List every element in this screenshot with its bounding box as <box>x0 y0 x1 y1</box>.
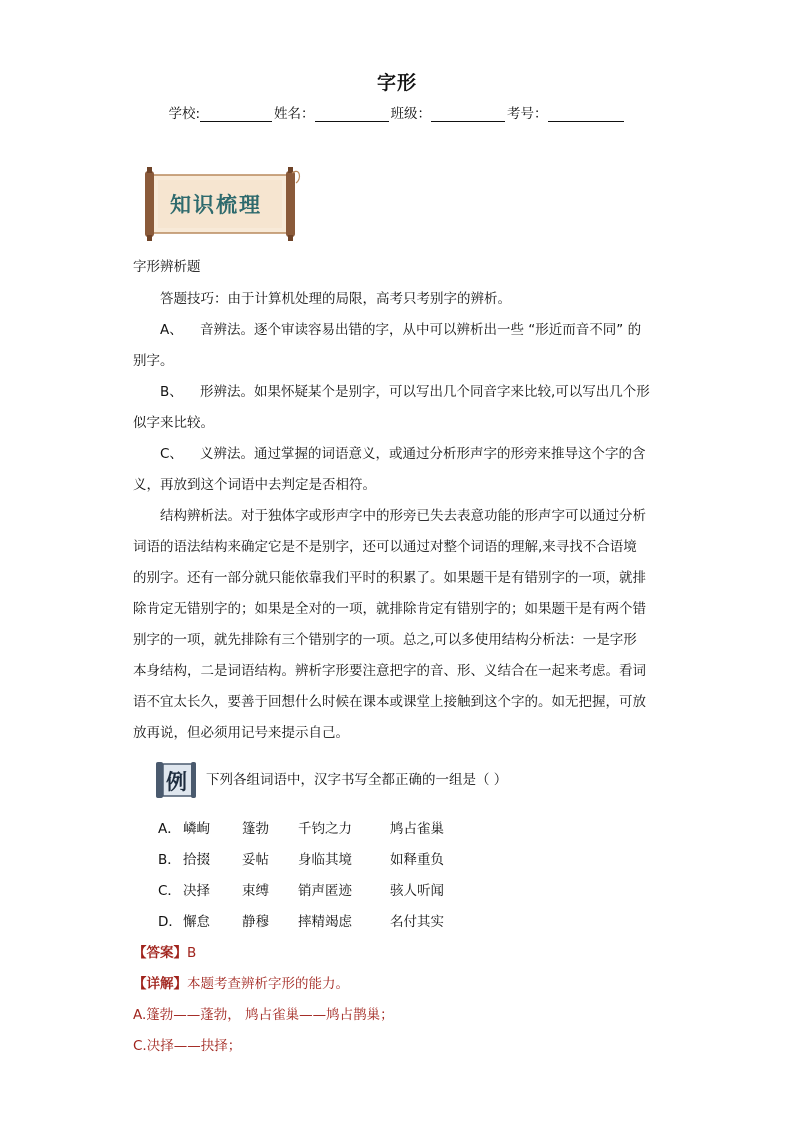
method-line: 形辨法。如果怀疑某个是别字，可以写出几个同音字来比较,可以写出几个形 <box>200 384 650 400</box>
method-line: 别字。 <box>133 353 174 369</box>
option-word: 嶙峋 <box>183 821 210 837</box>
paragraph-line: 放再说，但必须用记号来提示自己。 <box>133 725 349 741</box>
question-text: 下列各组词语中，汉字书写全都正确的一组是（ ） <box>206 772 508 788</box>
option-word: 身临其境 <box>298 852 352 868</box>
method-line: 义，再放到这个词语中去判定是否相符。 <box>133 477 376 493</box>
option-word: 千钧之力 <box>298 821 352 837</box>
option-word: 骇人听闻 <box>390 883 444 899</box>
school-label: 学校: <box>168 106 201 122</box>
option-word: 妥帖 <box>242 852 269 868</box>
method-letter: C、 <box>160 446 183 462</box>
detail-tag: 【详解】 <box>133 976 187 992</box>
option-word: 决择 <box>183 883 210 899</box>
method-letter: A、 <box>160 322 183 338</box>
paragraph-line: 本身结构，二是词语结构。辨析字形要注意把字的音、形、义结合在一起来考虑。看词 <box>133 663 646 679</box>
method-line: 义辨法。通过掌握的词语意义，或通过分析形声字的形旁来推导这个字的含 <box>200 446 646 462</box>
paragraph-line: 的别字。还有一部分就只能依靠我们平时的积累了。如果题干是有错别字的一项，就排 <box>133 570 646 586</box>
class-blank <box>431 107 505 122</box>
class-label: 班级： <box>390 106 432 122</box>
method-c <box>133 439 661 501</box>
option-word: 篷勃 <box>242 821 269 837</box>
method-a <box>133 315 661 377</box>
detail-line <box>133 972 349 992</box>
paragraph-line: 结构辨析法。对于独体字或形声字中的形旁已失去表意功能的形声字可以通过分析 <box>160 508 646 524</box>
answer-value: B <box>187 945 197 961</box>
option-word: 静穆 <box>242 914 269 930</box>
option-label: C． <box>158 883 181 899</box>
option-word: 拾掇 <box>183 852 210 868</box>
exam-no-blank <box>548 107 624 122</box>
paragraph-line: 词语的语法结构来确定它是不是别字，还可以通过对整个词语的理解,来寻找不合语境 <box>133 539 637 555</box>
name-label: 姓名： <box>274 106 315 122</box>
option-label: A． <box>158 821 181 837</box>
structure-paragraph <box>133 501 661 749</box>
option-label: B． <box>158 852 181 868</box>
option-label: D． <box>158 914 182 930</box>
tip-paragraph <box>133 284 661 315</box>
student-info-line <box>0 102 794 122</box>
option-word: 懈怠 <box>183 914 210 930</box>
option-word: 摔精竭虑 <box>298 914 352 930</box>
option-word: 鸠占雀巢 <box>390 821 444 837</box>
exam-no-label: 考号： <box>507 106 548 122</box>
correction-a: A.篷勃——蓬勃， 鸠占雀巢——鸠占鹊巢； <box>133 1007 394 1023</box>
section-label: 字形辨析题 <box>133 259 201 275</box>
answer-line <box>133 941 196 961</box>
paragraph-line: 语不宜太长久，要善于回想什么时候在课本或课堂上接触到这个字的。如无把握，可放 <box>133 694 646 710</box>
paragraph-line: 除肯定无错别字的；如果是全对的一项，就排除肯定有错别字的；如果题干是有两个错 <box>133 601 646 617</box>
method-line: 似字来比较。 <box>133 415 214 431</box>
paragraph-line: 别字的一项，就先排除有三个错别字的一项。总之,可以多使用结构分析法：一是字形 <box>133 632 637 648</box>
method-line: 音辨法。逐个审读容易出错的字，从中可以辨析出一些 “形近而音不同” 的 <box>200 322 642 338</box>
option-word: 如释重负 <box>390 852 444 868</box>
banner-title: 知识梳理 <box>170 192 262 217</box>
doc-title: 字形 <box>376 72 417 94</box>
example-icon-char: 例 <box>166 769 187 794</box>
option-word: 名付其实 <box>390 914 444 930</box>
answer-tag: 【答案】 <box>133 945 187 961</box>
detail-text: 本题考查辨析字形的能力。 <box>187 976 349 992</box>
method-b <box>133 377 661 439</box>
option-word: 销声匿迹 <box>298 883 352 899</box>
correction-c: C.决择——抉择； <box>133 1038 242 1054</box>
name-blank <box>315 107 389 122</box>
school-blank <box>200 107 272 122</box>
tip-text: 答题技巧：由于计算机处理的局限，高考只考别字的辨析。 <box>160 291 511 307</box>
example-icon <box>155 760 197 800</box>
method-letter: B、 <box>160 384 183 400</box>
option-word: 束缚 <box>242 883 269 899</box>
